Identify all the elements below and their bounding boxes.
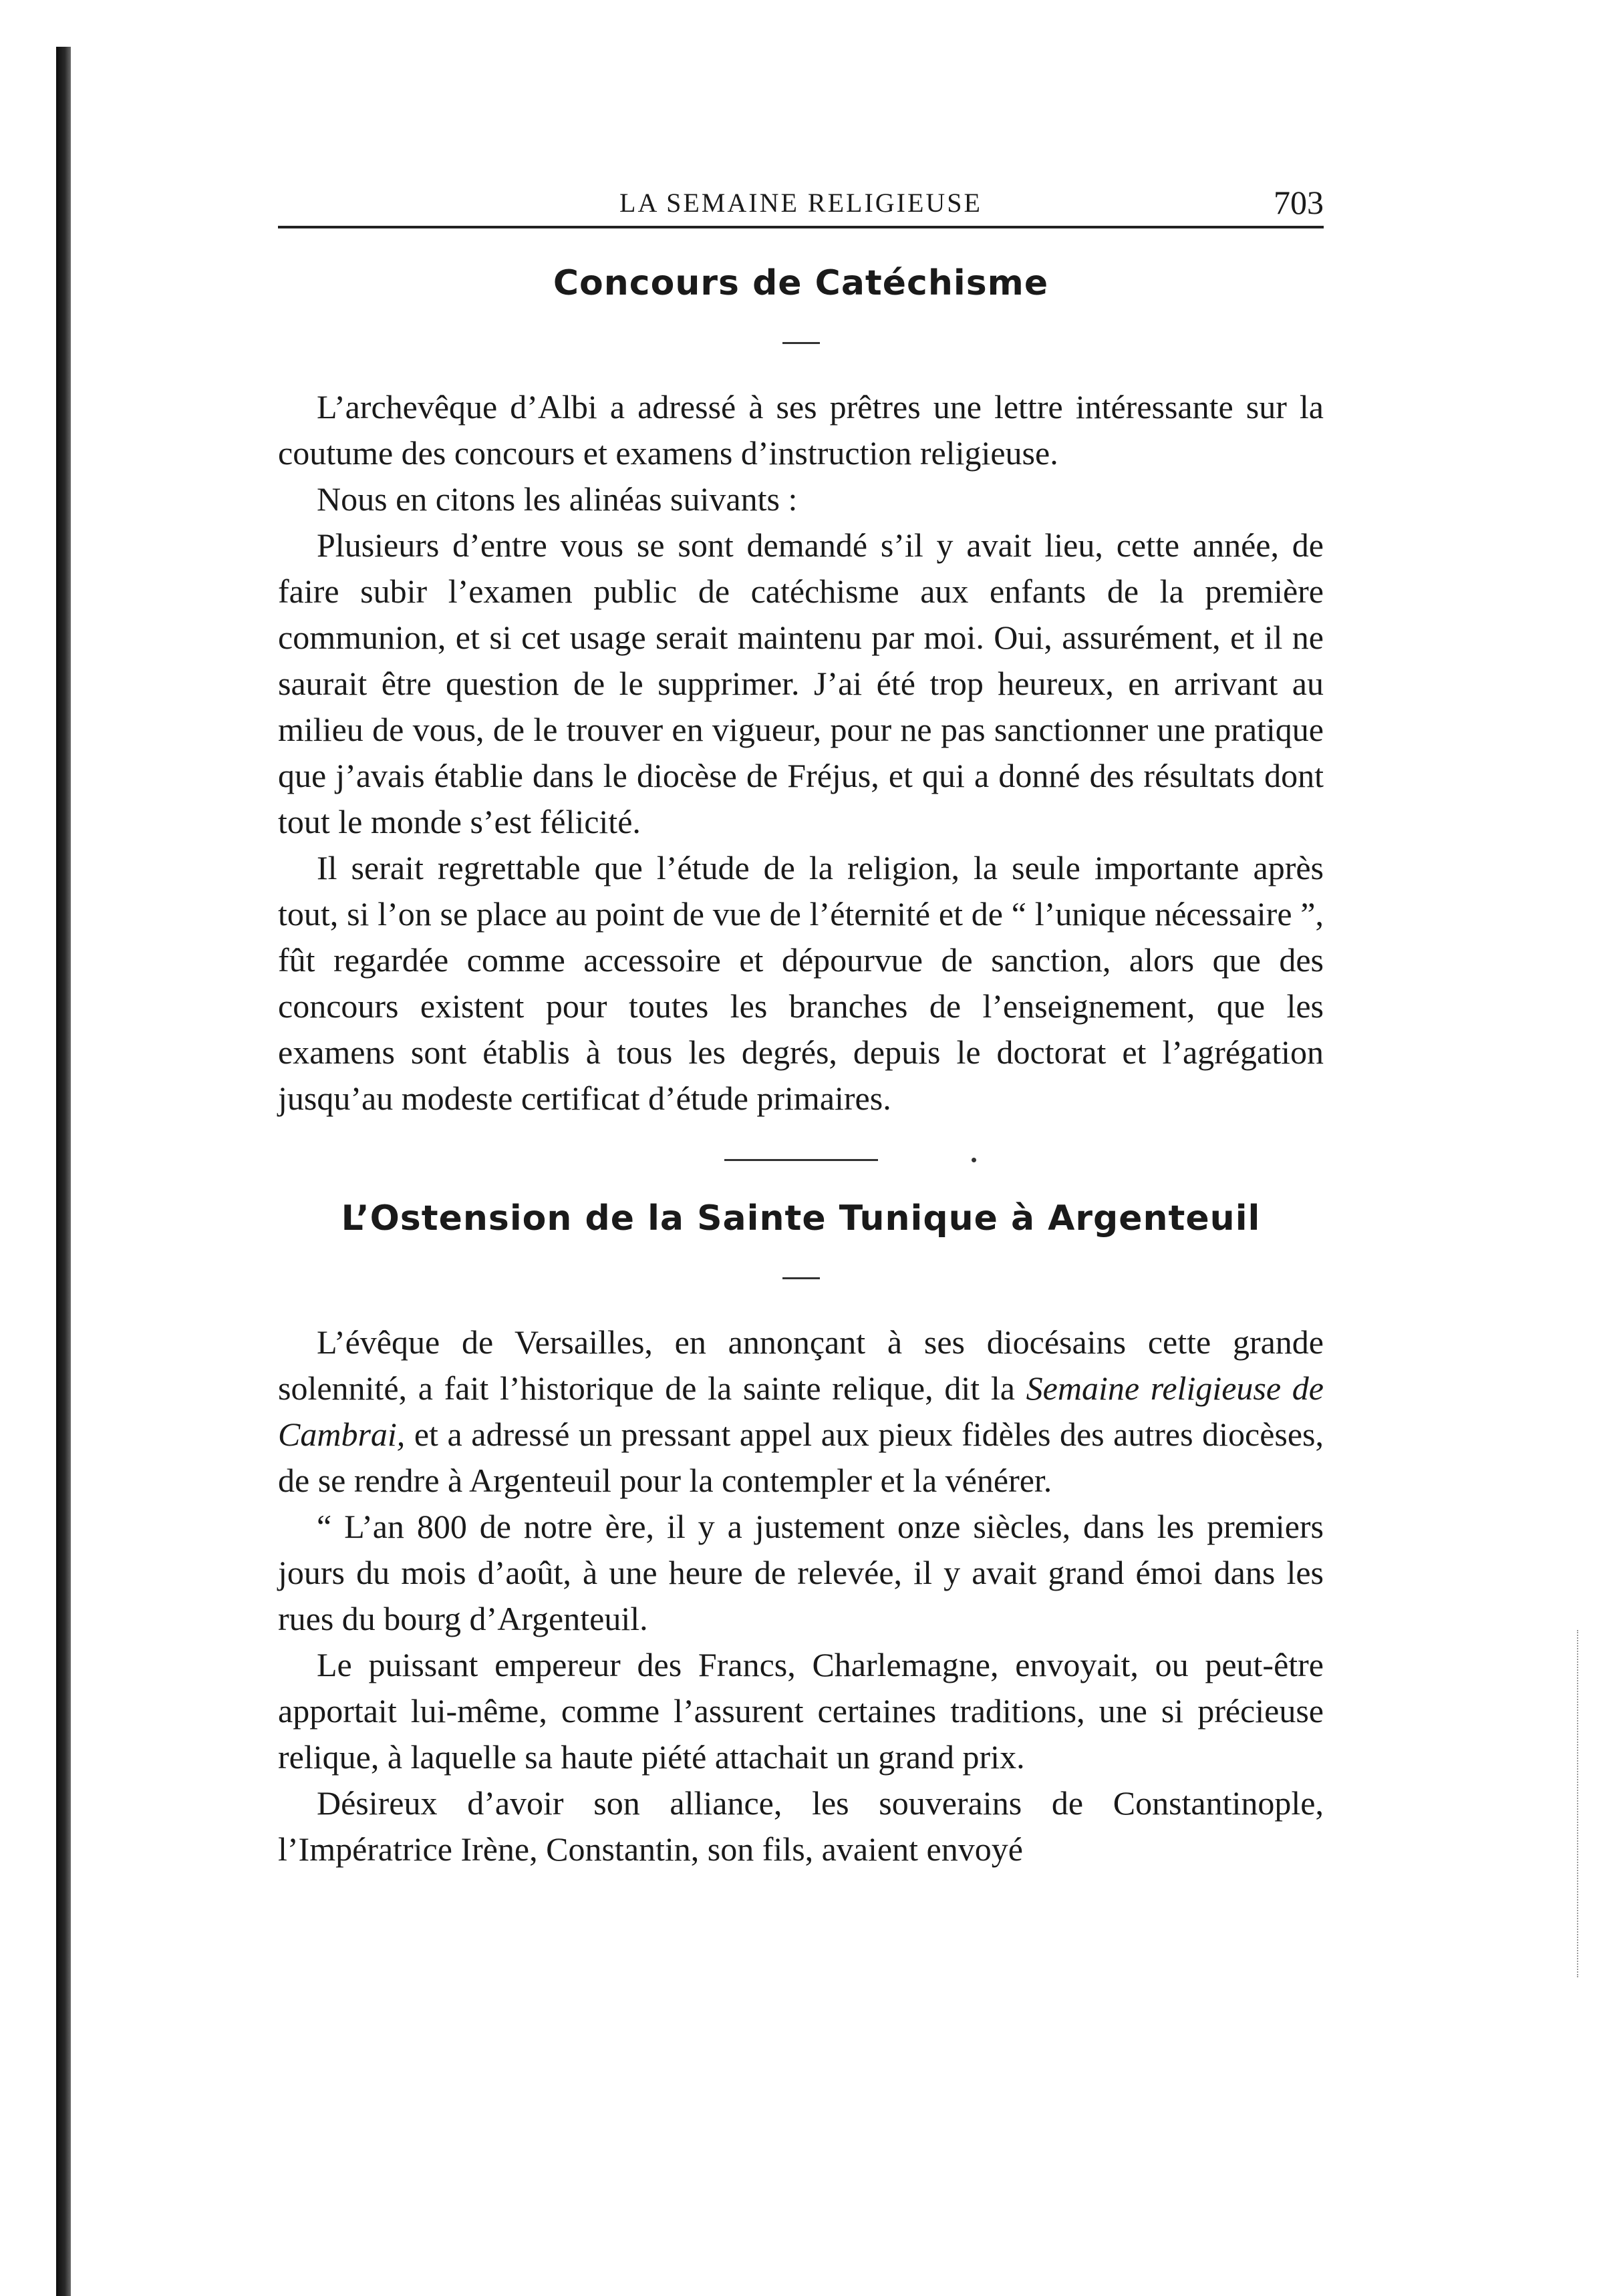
paragraph: Le puissant empereur des Francs, Charlemagne, envoyait, ou peut-être apportait lui-même, comme l’assurent certaines traditions, une si précieuse relique, à laquelle sa haute piété attachait un grand prix. <box>278 1646 1324 1776</box>
page <box>278 180 1324 1872</box>
paragraph <box>278 1319 1324 1504</box>
paragraph: L’archevêque d’Albi a adressé à ses prêtres une lettre intéressante sur la coutume des concours et examens d’instruction religieuse. <box>278 388 1324 472</box>
title-dash <box>782 342 820 344</box>
header-rule <box>278 226 1324 228</box>
text-run: L’évêque de Versailles, en annonçant à ses diocésains cette grande solennité, a fait l’historique de la sainte relique, dit la <box>278 1323 1324 1407</box>
paragraph: Nous en citons les alinéas suivants : <box>317 480 798 518</box>
text-run: et a adressé un pressant appel aux pieux fidèles des autres diocèses, de se rendre à Argenteuil pour la contempler et la vénérer. <box>278 1416 1324 1499</box>
page-number: 703 <box>1274 184 1324 221</box>
section-title-catechisme: Concours de Catéchisme <box>553 263 1049 303</box>
separator-dot <box>972 1158 976 1162</box>
book-binding-edge <box>56 47 71 2296</box>
section-separator <box>724 1159 878 1161</box>
running-header <box>278 180 1324 226</box>
paragraph: Désireux d’avoir son alliance, les souverains de Constantinople, l’Impératrice Irène, Constantin, son fils, avaient envoyé <box>278 1784 1324 1868</box>
italic-source-title: Semaine religieuse de Cambrai, <box>278 1369 1324 1453</box>
title-dash <box>782 1277 820 1279</box>
section-title-ostension: L’Ostension de la Sainte Tunique à Argenteuil <box>341 1198 1261 1239</box>
running-title: LA SEMAINE RELIGIEUSE <box>619 188 982 218</box>
paragraph: “ L’an 800 de notre ère, il y a justement onze siècles, dans les premiers jours du mois d’août, à une heure de relevée, il y avait grand émoi dans les rues du bourg d’Argenteuil. <box>278 1508 1324 1637</box>
paragraph: Plusieurs d’entre vous se sont demandé s’il y avait lieu, cette année, de faire subir l’examen public de catéchisme aux enfants de la première communion, et si cet usage serait maintenu par moi. Oui, assurément, et il ne saurait être question de le supprimer. J’ai été trop heureux, en arrivant au milieu de vous, de le trouver en vigueur, pour ne pas sanctionner une pratique que j’avais établie dans le diocèse de Fréjus, et qui a donné des résultats dont tout le monde s’est félicité. <box>278 526 1324 840</box>
paragraph: Il serait regrettable que l’étude de la religion, la seule importante après tout, si l’on se place au point de vue de l’éternité et de “ l’unique nécessaire ”, fût regardée comme accessoire et dépourvue de sanction, alors que des concours existent pour toutes les branches de l’enseignement, que les examens sont établis à tous les degrés, depuis le doctorat et l’agrégation jusqu’au modeste certificat d’étude primaires. <box>278 849 1324 1117</box>
margin-marks <box>1577 1630 1585 1977</box>
